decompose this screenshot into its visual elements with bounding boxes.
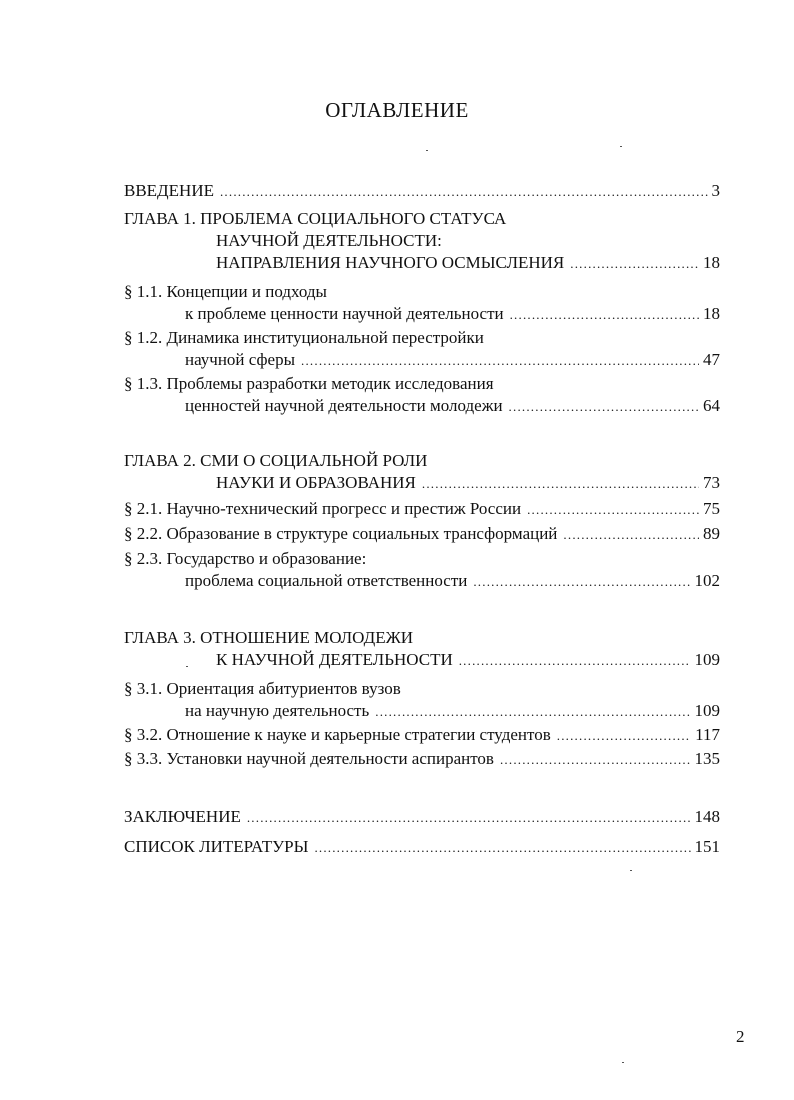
leader-dots [557, 725, 691, 747]
toc-entry-conclusion[interactable] [124, 806, 720, 829]
toc-entry-section-3-3[interactable] [124, 748, 720, 771]
scan-speck [186, 666, 188, 667]
toc-page-number: 18 [703, 304, 720, 323]
toc-entry-section-2-2[interactable] [124, 523, 720, 546]
leader-dots [570, 253, 699, 275]
toc-page-number: 64 [703, 396, 720, 415]
scan-speck [426, 150, 428, 151]
scan-speck [622, 1062, 624, 1063]
leader-dots [510, 304, 699, 326]
toc-page-number: 151 [694, 837, 720, 856]
toc-entry-label: к проблеме ценности научной деятельности [185, 304, 504, 323]
toc-page-number: 75 [703, 499, 720, 518]
section-3-1-line1: § 3.1. Ориентация абитуриентов вузов [124, 679, 401, 698]
leader-dots [509, 396, 699, 418]
toc-page-number: 148 [694, 807, 720, 826]
toc-entry-label: § 3.2. Отношение к науке и карьерные стратегии студентов [124, 725, 551, 744]
section-1-2-line1: § 1.2. Динамика институциональной перестройки [124, 328, 484, 347]
leader-dots [220, 181, 708, 203]
chapter1-heading-line1: ГЛАВА 1. ПРОБЛЕМА СОЦИАЛЬНОГО СТАТУСА [124, 209, 507, 228]
toc-entry-chapter1[interactable] [216, 252, 720, 275]
toc-entry-references[interactable] [124, 836, 720, 859]
toc-entry-introduction[interactable] [124, 180, 720, 203]
toc-page-number: 135 [694, 749, 720, 768]
toc-entry-label: ЗАКЛЮЧЕНИЕ [124, 807, 241, 826]
section-1-3-line1: § 1.3. Проблемы разработки методик исследования [124, 374, 494, 393]
chapter2-heading-line1: ГЛАВА 2. СМИ О СОЦИАЛЬНОЙ РОЛИ [124, 451, 428, 470]
scan-speck [630, 870, 632, 871]
toc-entry-label: § 3.3. Установки научной деятельности аспирантов [124, 749, 494, 768]
leader-dots [500, 749, 691, 771]
leader-dots [314, 837, 690, 859]
toc-entry-label: проблема социальной ответственности [185, 571, 468, 590]
toc-page-number: 89 [703, 524, 720, 543]
leader-dots [563, 524, 699, 546]
leader-dots [527, 499, 699, 521]
toc-entry-section-2-3[interactable] [185, 570, 720, 593]
toc-page-number: 47 [703, 350, 720, 369]
chapter1-heading-line2: НАУЧНОЙ ДЕЯТЕЛЬНОСТИ: [216, 231, 442, 250]
page-number: 2 [736, 1027, 745, 1046]
toc-page-number: 109 [694, 701, 720, 720]
toc-entry-chapter3[interactable] [216, 649, 720, 672]
toc-entry-label: К НАУЧНОЙ ДЕЯТЕЛЬНОСТИ [216, 650, 453, 669]
toc-entry-label: научной сферы [185, 350, 296, 369]
toc-entry-label: ценностей научной деятельности молодежи [185, 396, 503, 415]
section-1-1-line1: § 1.1. Концепции и подходы [124, 282, 327, 301]
toc-entry-label: ВВЕДЕНИЕ [124, 181, 214, 200]
toc-page-number: 109 [694, 650, 720, 669]
toc-entry-chapter2[interactable] [216, 472, 720, 495]
toc-entry-section-1-3[interactable] [185, 395, 720, 418]
toc-entry-label: § 2.2. Образование в структуре социальных трансформаций [124, 524, 558, 543]
toc-entry-section-3-2[interactable] [124, 724, 720, 747]
leader-dots [459, 650, 691, 672]
chapter3-heading-line1: ГЛАВА 3. ОТНОШЕНИЕ МОЛОДЕЖИ [124, 628, 414, 647]
toc-entry-section-3-1[interactable] [185, 700, 720, 723]
toc-entry-label: СПИСОК ЛИТЕРАТУРЫ [124, 837, 309, 856]
page-title: ОГЛАВЛЕНИЕ [325, 98, 469, 122]
toc-page-number: 73 [703, 473, 720, 492]
toc-entry-section-1-1[interactable] [185, 303, 720, 326]
toc-page-number: 18 [703, 253, 720, 272]
toc-page-number: 102 [694, 571, 720, 590]
toc-entry-section-2-1[interactable] [124, 498, 720, 521]
toc-entry-label: НАПРАВЛЕНИЯ НАУЧНОГО ОСМЫСЛЕНИЯ [216, 253, 565, 272]
toc-page-number: 3 [711, 181, 720, 200]
toc-entry-label: § 2.1. Научно-технический прогресс и престиж России [124, 499, 522, 518]
section-2-3-line1: § 2.3. Государство и образование: [124, 549, 367, 568]
toc-page-number: 117 [695, 725, 720, 744]
leader-dots [301, 350, 699, 372]
leader-dots [473, 571, 690, 593]
leader-dots [375, 701, 690, 723]
leader-dots [422, 473, 699, 495]
toc-entry-label: на научную деятельность [185, 701, 370, 720]
toc-entry-label: НАУКИ И ОБРАЗОВАНИЯ [216, 473, 416, 492]
leader-dots [247, 807, 691, 829]
scan-speck [620, 146, 622, 147]
toc-entry-section-1-2[interactable] [185, 349, 720, 372]
